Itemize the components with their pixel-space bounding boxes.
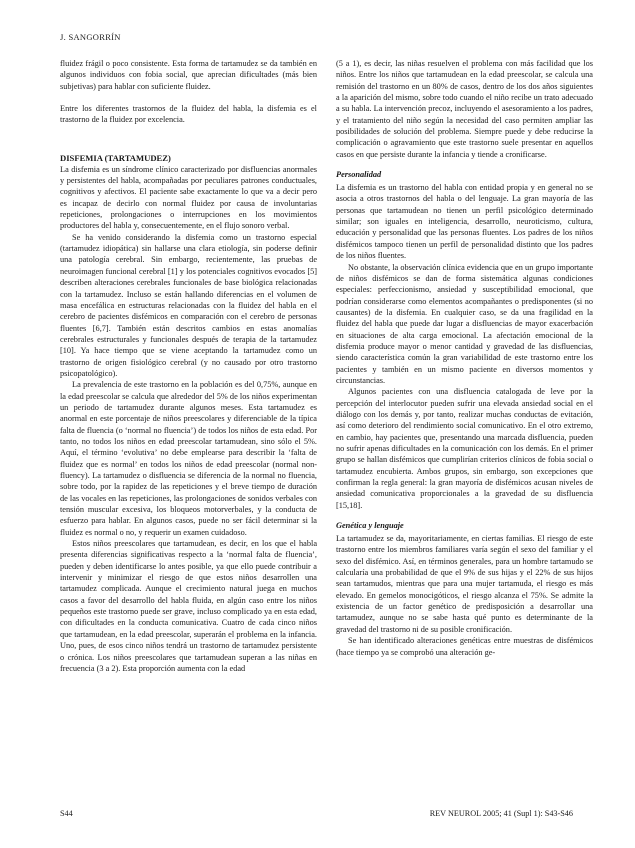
journal-citation: REV NEUROL 2005; 41 (Supl 1): S43-S46 <box>429 809 573 818</box>
running-head: J. SANGORRÍN <box>60 32 121 42</box>
body-paragraph: Entre los diferentes trastornos de la fluidez del habla, la disfemia es el trastorno de la fluidez por excelencia. <box>60 104 317 125</box>
body-paragraph: Se ha venido considerando la disfemia como un trastorno especial (tartamudez idiopática) sin hallarse una clara etiología, sin poderse definir una patología cerebral. Sin embargo, recientemente, las pruebas de neuroimagen funcional cerebral [1] y los potenciales cognitivos evocados [5] describen alteraciones cerebrales funcionales de base biológica relacionadas con la tartamudez. Incluso se están hallando diferencias en el volumen de masa encefálica en estructuras relacionadas con la fluidez del habla en el cerebro de pacientes disfémicos en comparación con el cerebro de personas fluentes [6,7]. También están descritos cambios en estas anomalías cerebrales estructurales y funcionales después de terapia de la tartamudez [10]. Ya hace tiempo que se viene aceptando la tartamudez como un trastorno de origen fisiológico cerebral (y no causado por otro trastorno psicopatológico). <box>60 232 317 378</box>
body-paragraph: Algunos pacientes con una disfluencia catalogada de leve por la percepción del interlocutor pueden sufrir una elevada ansiedad social en el diálogo con los demás y, por tanto, realizar muchas conductas de evitación, así como deterioro del rendimiento social comunicativo. En el otro extremo, en cambio, hay pacientes que, presentando una marcada disfluencia, pueden no sufrir apenas dificultades en la comunicación con los demás. En el primer grupo se hallan disfémicos que cumplirían criterios clínicos de fobia social o tartamudez encubierta. Ambos grupos, sin embargo, son excepciones que confirman la regla general: la gran mayoría de disfémicos acusan niveles de ansiedad comunicativa proporcionales a la gravedad de su disfluencia [15,18]. <box>336 387 593 510</box>
section-heading: DISFEMIA (TARTAMUDEZ) <box>60 152 171 163</box>
body-paragraph: La disfemia es un trastorno del habla con entidad propia y en general no se asocia a otros trastornos del habla o del lenguaje. La gran mayoría de las personas que tartamudean no tienen un perfil psicológico determinado similar; son iguales en inteligencia, desarrollo, neuroticismo, cultura, educación y personalidad que las personas fluentes. Los padres de los niños disfémicos tampoco tienen un perfil de personalidad distinto que los padres de los niños fluentes. <box>336 183 593 261</box>
body-paragraph: fluidez frágil o poco consistente. Esta forma de tartamudez se da también en algunos individuos con fobia social, que aprecian dificultades (más bien subjetivas) para hablar con suficiente fluidez. <box>60 59 317 91</box>
body-paragraph: La prevalencia de este trastorno en la población es del 0,75%, aunque en la edad preescolar se calcula que alrededor del 5% de los niños experimentan un periodo de tartamudez durante algunos meses. Esta tartamudez es anormal en este porcentaje de niños preescolares y diferenciable de la típica falta de fluencia (o ‘normal no fluencia’) de todos los niños de esta edad. Por tanto, no todos los niños en edad preescolar tartamudean, sino sólo el 5%. Aquí, el término ‘evolutiva’ no debe emplearse para describir la ‘falta de fluidez que es normal’ en todos los niños de edad preescolar (normal non-fluency). La tartamudez o disfluencia se diferencia de la normal no fluencia, sobre todo, por la rapidez de las repeticiones y el breve tiempo de duración de las vocales en las repeticiones, las prolongaciones de sonidos verbales con tensión muscular excesiva, los bloqueos motorverbales, y la conducta de esfuerzo para hablar. En algunos casos, puede no ser fácil determinar si la fluidez es normal o no, y requerir un examen cuidadoso. <box>60 380 317 537</box>
body-paragraph: Se han identificado alteraciones genéticas entre muestras de disfémicos (hace tiempo ya se comprobó una alteración ge- <box>336 636 593 657</box>
body-paragraph: Estos niños preescolares que tartamudean, es decir, en los que el habla presenta diferencias significativas respecto a la ‘normal falta de fluencia’, pueden y deben identificarse lo antes posible, ya que ello puede contribuir a intervenir y minimizar el riesgo de que estos niños desarrollen una tartamudez complicada. Aunque el crecimiento natural juega en muchos casos a favor del desarrollo del habla fluida, en algún caso entre los niños pequeños este trastorno puede ser grave, incluso complicado ya en esta edad, con dificultades en la conducta comunicativa. Cuatro de cada cinco niños que tartamudean, en la edad preescolar, superarán el problema en la infancia. Uno, pues, de esos cinco niños tendrá un trastorno de tartamudez persistente o crónica. Los niños preescolares que tartamudean superan a las niñas en frecuencia (3 a 2). Esta proporción aumenta con la edad <box>60 539 317 673</box>
body-paragraph: (5 a 1), es decir, las niñas resuelven el problema con más facilidad que los niños. Entre los niños que tartamudean en la edad preescolar, se calcula una remisión del trastorno en un 80% de casos, dentro de los dos años siguientes a la aparición del mismo, sobre todo cuando el niño recibe un trato adecuado a su habla. La intervención precoz, incluyendo el asesoramiento a los padres, y el tratamiento del niño según la necesidad del caso permiten ampliar las posibilidades de solución del problema. Siempre puede y debe reducirse la complicación o agravamiento que este trastorno suele presentar en aquellos casos en que persiste durante la infancia y tiende a cronificarse. <box>336 59 593 159</box>
body-paragraph: La tartamudez se da, mayoritariamente, en ciertas familias. El riesgo de este trastorno entre los miembros familiares varía según el sexo del familiar y el sexo del disfémico. Así, en términos generales, para un hombre tartamudo se calcularía una probabilidad de que el 9% de sus hijas y el 22% de sus hijos sean tartamudos, mientras que para una mujer tartamuda, el riesgo es más elevado. En gemelos monocigóticos, el riesgo alcanza el 75%. Se admite la existencia de un factor genético de predisposición a desarrollar una tartamudez, aunque no se sabe hasta qué punto es determinante de la gravedad del trastorno ni de su posible cronificación. <box>336 534 593 634</box>
subsection-heading: Personalidad <box>336 170 382 180</box>
left-column <box>60 58 317 674</box>
subsection-heading: Genética y lenguaje <box>336 521 404 531</box>
page-number: S44 <box>60 809 73 818</box>
body-paragraph: No obstante, la observación clínica evidencia que en un grupo importante de niños disfémicos se dan de forma sistemática algunas condiciones especiales: perfeccionismo, ansiedad y susceptibilidad emocional, que podrían considerarse como elementos acompañantes o predisponentes (si no causantes) de la disfemia. En cualquier caso, se da una fragilidad en la fluidez del habla que puede dar lugar a disfluencias de mayor exacerbación en situaciones de alta carga emocional. La afectación emocional de la disfemia produce mayor o menor cantidad y gravedad de las disfluencias, siendo característica común la gran variabilidad de este trastorno entre los pacientes y también en un mismo paciente en diversos momentos y circunstancias. <box>336 262 593 385</box>
body-paragraph: La disfemia es un síndrome clínico caracterizado por disfluencias anormales y persistentes del habla, acompañadas por peculiares patrones conductuales, cognitivos y afectivos. El paciente sabe exactamente lo que va a decir pero es incapaz de decirlo con normal fluidez por causa de involuntarias repeticiones, prolongaciones o interrupciones en los movimientos productores del habla y, consecuentemente, en el flujo sonoro verbal. <box>60 164 317 231</box>
right-column <box>336 58 593 658</box>
